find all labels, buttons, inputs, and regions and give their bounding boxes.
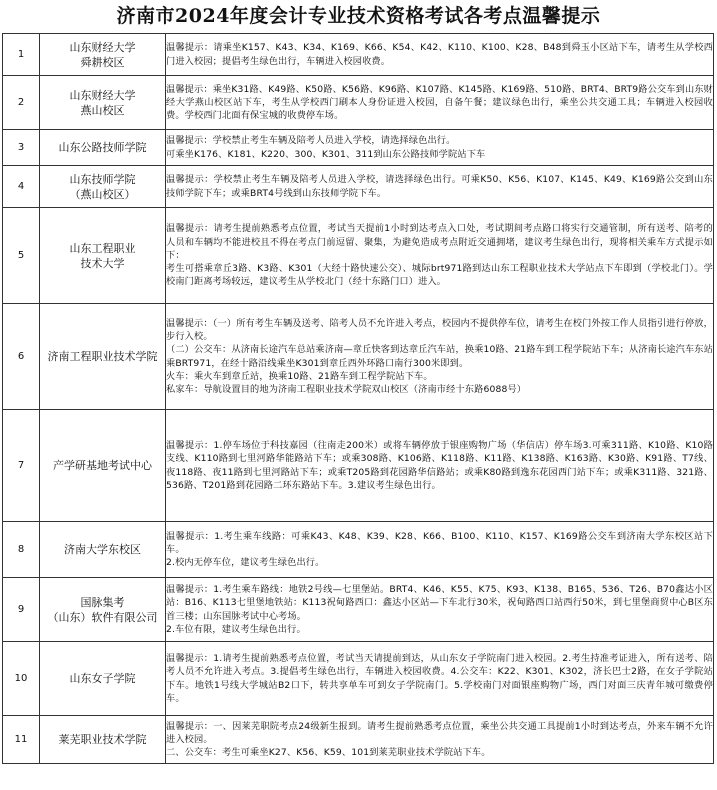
reminder-paragraph: 温馨提示：（一）所有考生车辆及送考、陪考人员不允许进入考点，校园内不提供停车位，请考生在校门外按工作人员指引进行停放，步行入校。 (166, 317, 713, 343)
site-name-line: 产学研基地考试中心 (53, 459, 152, 472)
table-body (3, 34, 714, 764)
exam-site-name (40, 304, 166, 410)
site-name-line: 燕山校区 (80, 103, 125, 117)
exam-site-name (40, 208, 166, 304)
table-row (3, 208, 714, 304)
reminder-paragraph: 考生可搭乘章丘3路、K3路、K301（大经十路快速公交）、城际brt971路到达山东工程职业技术大学站点下车即到（学校北门）。学校南门距离考场较远，建议考生从学校北门（经十东路门口）进入。 (166, 263, 713, 288)
table-row (3, 166, 714, 208)
reminder-paragraph: 温馨提示：1.考生乘车线路：可乘K43、K48、K39、K28、K66、B100、K110、K157、K169路公交车到济南大学东校区站下车。 (166, 530, 713, 555)
table-row (3, 522, 714, 578)
row-number: 5 (3, 208, 40, 304)
table-row (3, 34, 714, 76)
site-name-line: 山东公路技师学院 (58, 141, 147, 154)
reminder-text (166, 208, 714, 304)
table-row (3, 304, 714, 410)
reminder-paragraph: 私家车：导航设置目的地为济南工程职业技术学院双山校区（济南市经十东路6088号） (166, 383, 527, 395)
reminder-text (166, 578, 714, 642)
reminder-paragraph: 2.车位有限，建议考生绿色出行。 (166, 623, 306, 635)
reminder-text (166, 76, 714, 130)
site-name-line: 舜耕校区 (80, 55, 125, 69)
reminder-paragraph: 2.校内无停车位，建议考生绿色出行。 (166, 557, 325, 569)
site-name-line: 莱芜职业技术学院 (58, 733, 147, 746)
site-name-line: 山东技师学院 (69, 172, 136, 186)
reminder-paragraph: 温馨提示：乘坐K31路、K49路、K50路、K56路、K96路、K107路、K145路、K169路、510路、BRT4、BRT9路公交车到山东财经大学燕山校区站下车，考生从学校西门刷本人身份证进入校园，自备午餐；建议绿色出行，乘坐公共交通工具；车辆进入校园收费。学校西门北面有保宝城的收费停车场。 (166, 83, 713, 122)
reminder-text (166, 34, 714, 76)
reminder-paragraph: 二、公交车：考生可乘坐K27、K56、K59、101到莱芜职业技术学院站下车。 (166, 747, 491, 759)
row-number: 1 (3, 34, 40, 76)
exam-site-table (2, 33, 714, 764)
reminder-text (166, 410, 714, 522)
exam-site-name (40, 522, 166, 578)
site-name-line: 山东女子学院 (69, 672, 136, 685)
table-row (3, 716, 714, 764)
reminder-paragraph: 温馨提示：学校禁止考生车辆及陪考人员进入学校，请选择绿色出行。可乘K50、K56、K107、K145、K49、K169路公交到山东技师学院下车；或乘BRT4号线到山东技师学院下车。 (166, 174, 713, 199)
site-name-line: 济南大学东校区 (64, 543, 141, 556)
site-name-line: 山东财经大学 (69, 88, 136, 102)
reminder-paragraph: 温馨提示：学校禁止考生车辆及陪考人员进入学校，请选择绿色出行。 (166, 135, 456, 147)
exam-site-name (40, 166, 166, 208)
reminder-paragraph: 温馨提示：请考生提前熟悉考点位置，考试当天提前1小时到达考点入口处，考试期间考点路口将实行交通管制，所有送考、陪考的人员和车辆均不能进校且不得在考点门前逗留、聚集，为避免造成考点附近交通拥堵，建议考生绿色出行，现将相关乘车方式提示如下： (166, 223, 713, 261)
reminder-paragraph: 温馨提示：1.考生乘车路线：地铁2号线—七里堡站。BRT4、K46、K55、K75、K93、K138、B165、536、T26、B70鑫达小区站：B16、K113七里堡地铁站：K113祝甸路西口：鑫达小区站—下车北行30米，祝甸路西口站西行50米，到七里堡商贸中心B区东首三楼；山东国脉考试中心考场。 (166, 584, 713, 622)
table-row (3, 578, 714, 642)
reminder-paragraph: 温馨提示：一、因莱芜职院考点24级新生报到。请考生提前熟悉考点位置，乘坐公共交通工具提前1小时到达考点，外来车辆不允许进入校园。 (166, 720, 713, 745)
site-name-line: 国脉集考 (80, 595, 125, 609)
site-name-line: （燕山校区） (69, 187, 136, 201)
site-name-line: （山东）软件有限公司 (47, 610, 158, 624)
reminder-paragraph: 温馨提示：请乘坐K157、K43、K34、K169、K66、K54、K42、K110、K100、K28、B48到舜玉小区站下车，请考生从学校西门进入校园；提倡考生绿色出行，车辆进入校园收费。 (166, 42, 713, 67)
reminder-text (166, 130, 714, 166)
row-number: 11 (3, 716, 40, 764)
exam-site-name (40, 716, 166, 764)
row-number: 10 (3, 642, 40, 716)
table-row (3, 130, 714, 166)
reminder-text (166, 716, 714, 764)
exam-site-name (40, 410, 166, 522)
row-number: 6 (3, 304, 40, 410)
row-number: 2 (3, 76, 40, 130)
row-number: 8 (3, 522, 40, 578)
row-number: 3 (3, 130, 40, 166)
exam-site-name (40, 578, 166, 642)
reminder-text (166, 304, 714, 410)
table-row (3, 76, 714, 130)
reminder-paragraph: 火车：乘火车到章丘站，换乘10路、21路车到工程学院站下车。 (166, 370, 433, 382)
exam-site-name (40, 642, 166, 716)
site-name-line: 山东工程职业 (69, 241, 136, 255)
exam-site-name (40, 130, 166, 166)
row-number: 4 (3, 166, 40, 208)
table-row (3, 410, 714, 522)
reminder-paragraph: 可乘坐K176、K181、K220、300、K301、311到山东公路技师学院站下车 (166, 148, 486, 160)
reminder-paragraph: 温馨提示：1.停车场位于科技嘉园（往南走200米）或将车辆停放于银座购物广场（华信店）停车场3.可乘311路、K10路、K10路支线、K110路到七里河路华能路站下车；或乘308路、K106路、K118路、K11路、K138路、K163路、K30路、K91路、T7线、夜118路、夜11路到七里河路站下车；或乘T205路到花园路华信路站；或乘K80路到逸东花园西门站下车；或乘K311路、321路、536路、T201路到花园路二环东路站下车。3.建议考生绿色出行。 (166, 440, 713, 491)
site-name-line: 济南工程职业技术学院 (47, 350, 158, 363)
exam-site-name (40, 34, 166, 76)
exam-site-name (40, 76, 166, 130)
page-title: 济南市2024年度会计专业技术资格考试各考点温馨提示 (116, 5, 601, 27)
row-number: 7 (3, 410, 40, 522)
reminder-paragraph: 温馨提示：1.请考生提前熟悉考点位置，考试当天请提前到达，从山东女子学院南门进入校园。2.考生持准考证进入，所有送考、陪考人员不允许进入考点。3.提倡考生绿色出行，车辆进入校园收费。4.公交车：K22、K301、K302，济长巴士2路，在女子学院站下车。地铁1号线大学城站B2口下，转共享单车可到女子学院南门。5.学校南门对面银座购物广场，西门对面三庆青年城可缴费停车。 (166, 653, 713, 704)
reminder-text (166, 642, 714, 716)
table-row (3, 642, 714, 716)
reminder-text (166, 166, 714, 208)
row-number: 9 (3, 578, 40, 642)
reminder-paragraph: （二）公交车：从济南长途汽车总站乘济南—章丘快客到达章丘汽车站，换乘10路、21路车到工程学院站下车；从济南长途汽车东站乘BRT971，在经十路沿线乘坐K301到章丘西外环路口南行300米即到。 (166, 344, 713, 369)
site-name-line: 技术大学 (80, 256, 125, 270)
site-name-line: 山东财经大学 (69, 40, 136, 54)
reminder-text (166, 522, 714, 578)
